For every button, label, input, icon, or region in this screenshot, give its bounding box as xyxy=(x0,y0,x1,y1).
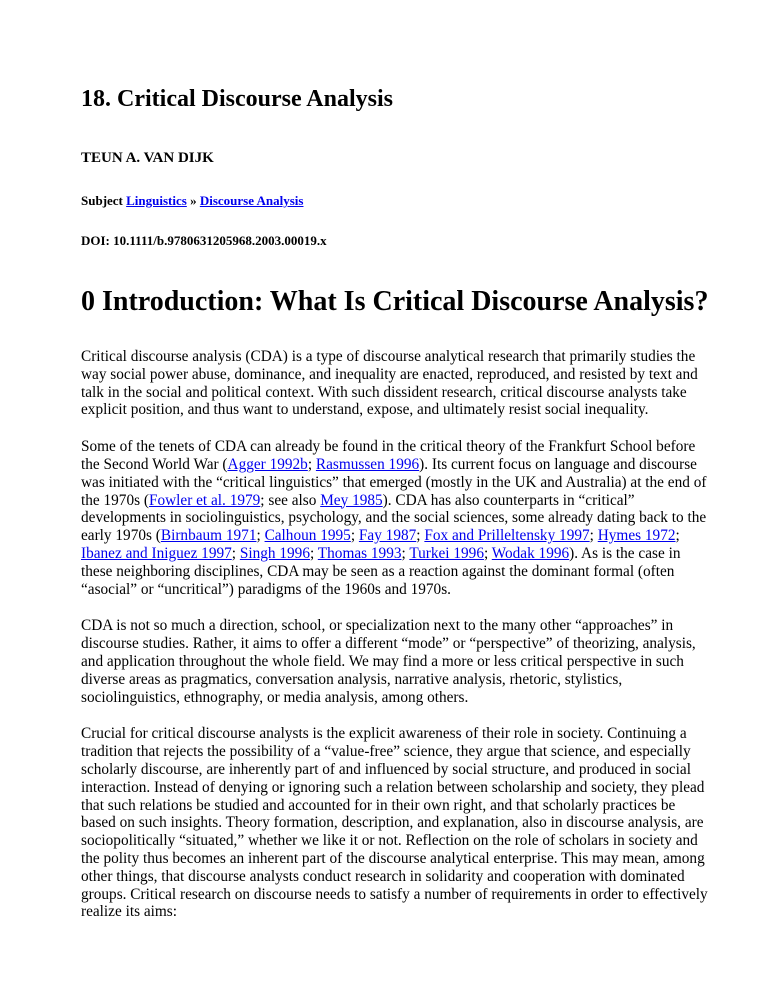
citation-link[interactable]: Turkei 1996 xyxy=(409,544,484,562)
doi-line xyxy=(81,233,327,249)
citation-link[interactable]: Birnbaum 1971 xyxy=(160,527,257,545)
citation-link[interactable]: Agger 1992b xyxy=(227,455,308,473)
citation-link[interactable]: Rasmussen 1996 xyxy=(315,455,420,473)
text-run: ). CDA has also counterparts in “critical” developments in sociolinguistics, psychology, and the social sciences, some already dating back to the early 1970s ( xyxy=(81,491,707,545)
text-run: ; xyxy=(589,527,598,545)
citation-link[interactable]: Ibanez and Iniguez 1997 xyxy=(81,544,232,562)
text-run: Some of the tenets of CDA can already be found in the critical theory of the Frankfurt School before the Second World War ( xyxy=(81,438,696,473)
subject-link-discourse-analysis[interactable]: Discourse Analysis xyxy=(199,193,304,208)
paragraph-2 xyxy=(81,438,711,598)
text-run: ; xyxy=(231,544,240,562)
citation-link[interactable]: Mey 1985 xyxy=(320,491,383,509)
text-run: ; xyxy=(307,455,316,473)
citation-link[interactable]: Thomas 1993 xyxy=(317,544,402,562)
chapter-title: 18. Critical Discourse Analysis xyxy=(81,86,393,112)
text-run: ; xyxy=(483,544,492,562)
citation-link[interactable]: Fay 1987 xyxy=(358,527,417,545)
text-run: ; xyxy=(416,527,425,545)
subject-separator: » xyxy=(190,193,197,208)
citation-link[interactable]: Fowler et al. 1979 xyxy=(148,491,261,509)
section-title: 0 Introduction: What Is Critical Discourse Analysis? xyxy=(81,286,709,317)
text-run: ). Its current focus on language and discourse was initiated with the “critical linguistics” that emerged (mostly in the UK and Australia) at the end of the 1970s ( xyxy=(81,455,707,509)
doi-value: 10.1111/b.9780631205968.2003.00019.x xyxy=(113,233,327,248)
author-name: TEUN A. VAN DIJK xyxy=(81,150,214,166)
article-body xyxy=(81,348,711,940)
citation-link[interactable]: Hymes 1972 xyxy=(597,527,676,545)
text-run: ; xyxy=(309,544,318,562)
citation-link[interactable]: Wodak 1996 xyxy=(491,544,570,562)
citation-link[interactable]: Singh 1996 xyxy=(239,544,310,562)
paragraph-4: Crucial for critical discourse analysts is the explicit awareness of their role in society. Continuing a tradition that rejects the possibility of a “value-free” science, they argue that science, and especially scholarly discourse, are inherently part of and influenced by social structure, and produced in social interaction. Instead of denying or ignoring such a relation between scholarship and society, they plead that such relations be studied and accounted for in their own right, and that scholarly practices be based on such insights. Theory formation, description, and explanation, also in discourse analysis, are sociopolitically “situated,” whether we like it or not. Reflection on the role of scholars in society and the polity thus becomes an inherent part of the discourse analytical enterprise. This may mean, among other things, that discourse analysts conduct research in solidarity and cooperation with dominated groups. Critical research on discourse needs to satisfy a number of requirements in order to effectively realize its aims: xyxy=(81,725,708,921)
doi-label: DOI: xyxy=(81,233,110,248)
text-run: ; xyxy=(401,544,410,562)
text-run: ). As is the case in these neighboring disciplines, CDA may be seen as a reaction against the dominant formal (often “asocial” or “uncritical”) paradigms of the 1960s and 1970s. xyxy=(81,544,681,598)
text-run: ; xyxy=(675,527,680,545)
citation-link[interactable]: Fox and Prilleltensky 1997 xyxy=(424,527,590,545)
subject-label: Subject xyxy=(81,193,123,208)
text-run: ; xyxy=(350,527,359,545)
text-run: ; see also xyxy=(260,491,321,509)
citation-link[interactable]: Calhoun 1995 xyxy=(264,527,351,545)
paragraph-1: Critical discourse analysis (CDA) is a type of discourse analytical research that primarily studies the way social power abuse, dominance, and inequality are enacted, reproduced, and resisted by text and talk in the social and political context. With such dissident research, critical discourse analysts take explicit position, and thus want to understand, expose, and ultimately resist social inequality. xyxy=(81,348,698,419)
text-run: ; xyxy=(256,527,265,545)
subject-line xyxy=(81,193,303,209)
paragraph-3: CDA is not so much a direction, school, or specialization next to the many other “approaches” in discourse studies. Rather, it aims to offer a different “mode” or “perspective” of theorizing, analysis, and application throughout the whole field. We may find a more or less critical perspective in such diverse areas as pragmatics, conversation analysis, narrative analysis, rhetoric, stylistics, sociolinguistics, ethnography, or media analysis, among others. xyxy=(81,617,696,706)
subject-link-linguistics[interactable]: Linguistics xyxy=(126,193,187,208)
